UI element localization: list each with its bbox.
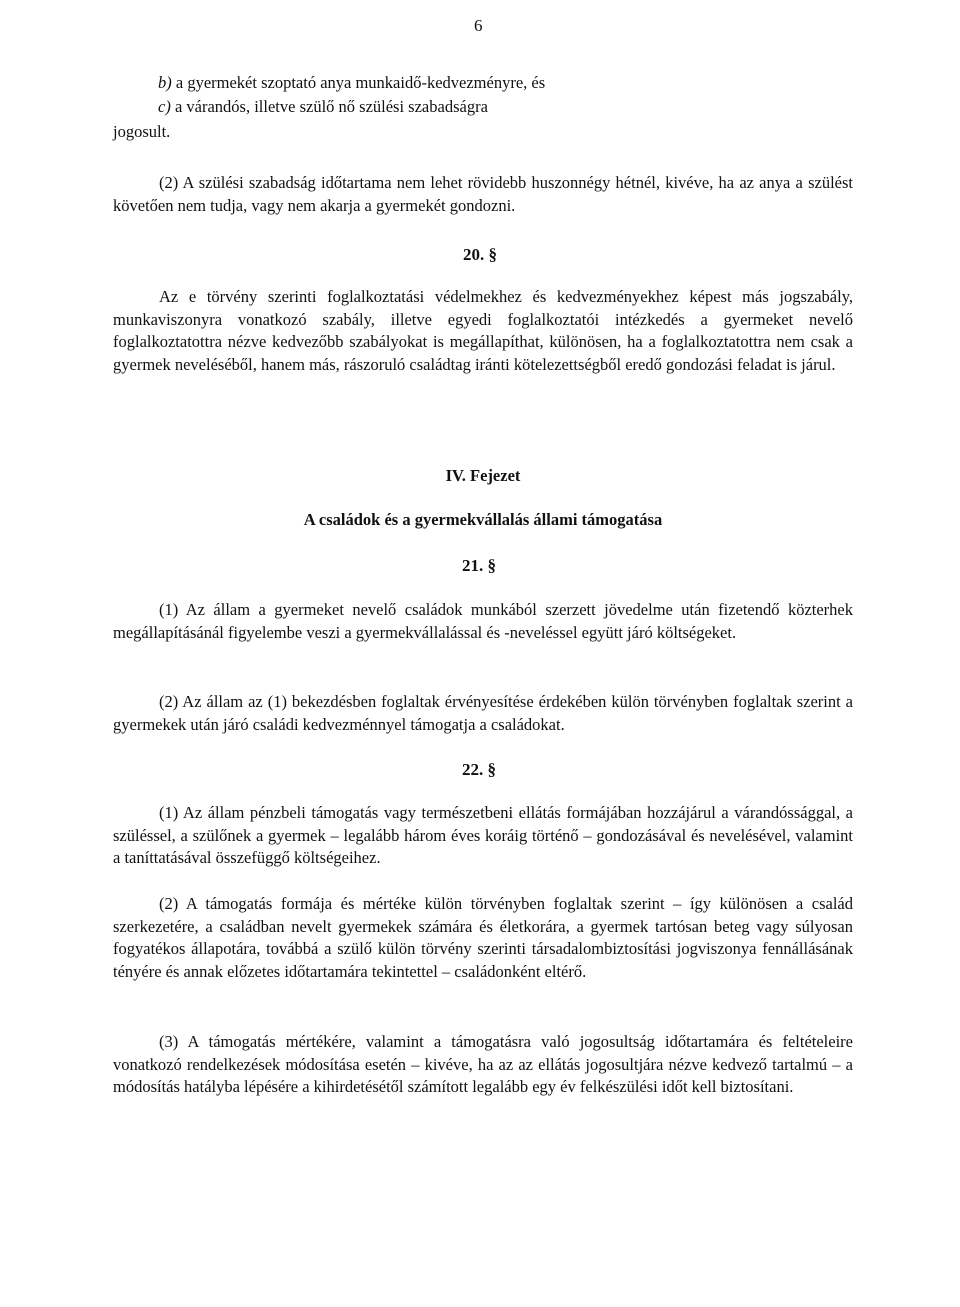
section-22-title: 22. § bbox=[462, 760, 496, 779]
list-item-c bbox=[158, 96, 853, 119]
section-22-paragraph-3: (3) A támogatás mértékére, valamint a támogatásra való jogosultság időtartamára és feltételeire vonatkozó rendelkezések módosítása esetén – kivéve, ha az az ellátás jogosultjára nézve kedvező tartalmú – a módosítás hatályba lépésére a kihirdetésétől számított legalább egy év felkészülési időt kell biztosítani. bbox=[113, 1032, 853, 1096]
list-marker: b) bbox=[158, 73, 172, 92]
section-22-paragraph-2: (2) A támogatás formája és mértéke külön törvényben foglaltak szerint – így különösen a család szerkezetére, a családban nevelt gyermekek számára és életkorára, a gyermek tartósan beteg vagy súlyosan fogyatékos állapotára, továbbá a szülő külön törvény szerinti társadalombiztosítási jogviszonya fennállásának tényére és annak előzetes időtartamára tekintettel – családonként eltérő. bbox=[113, 894, 853, 981]
chapter-number: IV. Fejezet bbox=[445, 466, 521, 485]
section-20-text: Az e törvény szerinti foglalkoztatási védelmekhez és kedvezményekhez képest más jogszabály, munkaviszonyra vonatkozó szabály, illetve egyedi foglalkoztatói intézkedés a gyermeket nevelő foglalkoztatottra nézve kedvezőbb szabályokat is megállapíthat, különösen, ha a foglalkoztatottra nem csak a gyermek neveléséből, hanem más, rászoruló családtag iránti kötelezettségből eredő gondozási feladat is járul. bbox=[113, 287, 853, 374]
list-item-text: a gyermekét szoptató anya munkaidő-kedvezményre, és bbox=[171, 73, 546, 92]
paragraph-19-2: (2) A szülési szabadság időtartama nem lehet rövidebb huszonnégy hétnél, kivéve, ha az anya a szülést követően nem tudja, vagy nem akarja a gyermekét gondozni. bbox=[113, 173, 853, 215]
jogosult-line: jogosult. bbox=[113, 122, 171, 141]
chapter-title: A családok és a gyermekvállalás állami támogatása bbox=[303, 510, 663, 529]
section-21-paragraph-2: (2) Az állam az (1) bekezdésben foglaltak érvényesítése érdekében külön törvényben foglaltak szerint a gyermekek után járó családi kedvezménnyel támogatja a családokat. bbox=[113, 692, 853, 734]
section-21-paragraph-1: (1) Az állam a gyermeket nevelő családok munkából szerzett jövedelme után fizetendő közterhek megállapításánál figyelembe veszi a gyermekvállalással és -neveléssel együtt járó költségeket. bbox=[113, 600, 853, 642]
list-item-text: a várandós, illetve szülő nő szülési szabadságra bbox=[170, 97, 488, 116]
section-22-paragraph-1: (1) Az állam pénzbeli támogatás vagy természetbeni ellátás formájában hozzájárul a várandóssággal, a szüléssel, a szülőnek a gyermek – legalább három éves koráig történő – gondozásával és nevelésével, valamint a taníttatásával összefüggő költségeihez. bbox=[113, 803, 853, 867]
section-20-title: 20. § bbox=[463, 245, 497, 264]
section-21-title: 21. § bbox=[462, 556, 496, 575]
list-marker: c) bbox=[158, 97, 171, 116]
list-item-b bbox=[158, 72, 853, 95]
page-number: 6 bbox=[474, 16, 483, 35]
